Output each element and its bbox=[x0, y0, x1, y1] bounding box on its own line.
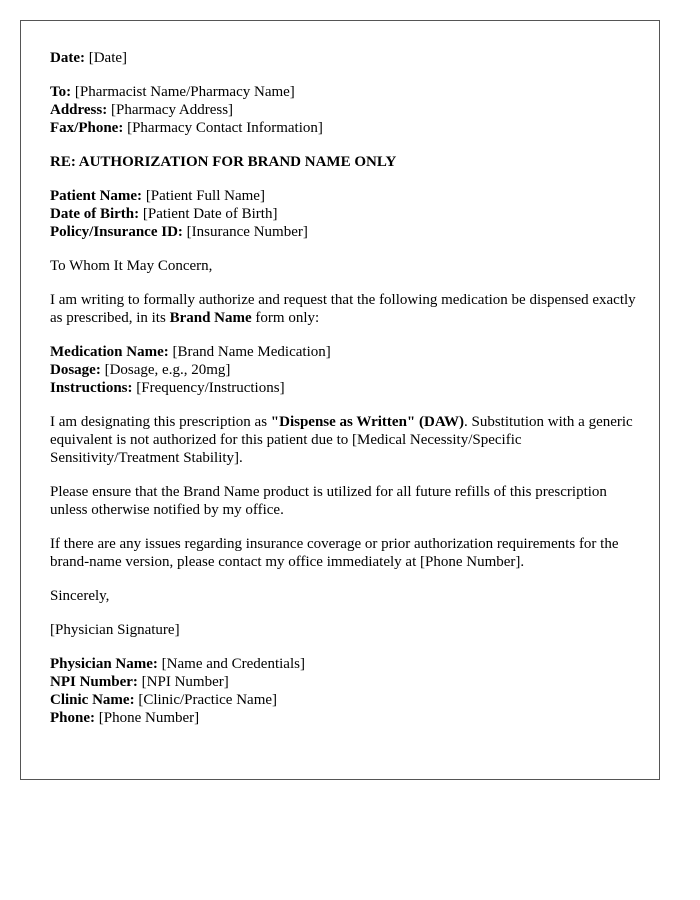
npi-label: NPI Number: bbox=[50, 674, 138, 690]
fax-phone-label: Fax/Phone: bbox=[50, 120, 124, 136]
instructions-line bbox=[50, 379, 640, 397]
refills-paragraph: Please ensure that the Brand Name product is utilized for all future refills of this prescription unless otherwise notified by my office. bbox=[50, 484, 607, 518]
physician-signature: [Physician Signature] bbox=[50, 622, 180, 638]
address-value: [Pharmacy Address] bbox=[110, 102, 234, 118]
patient-name-label: Patient Name: bbox=[50, 188, 143, 204]
dob-label: Date of Birth: bbox=[50, 206, 140, 222]
phone-label: Phone: bbox=[50, 710, 95, 726]
instructions-value: [Frequency/Instructions] bbox=[136, 380, 285, 396]
physician-name-line bbox=[50, 655, 640, 673]
physician-block bbox=[50, 655, 640, 727]
physician-name-label: Physician Name: bbox=[50, 656, 158, 672]
policy-value: [Insurance Number] bbox=[186, 224, 308, 240]
dosage-line bbox=[50, 361, 640, 379]
npi-line bbox=[50, 673, 640, 691]
dosage-value: [Dosage, e.g., 20mg] bbox=[104, 362, 231, 378]
to-value: [Pharmacist Name/Pharmacy Name] bbox=[74, 84, 295, 100]
date-value: [Date] bbox=[88, 50, 128, 66]
patient-name-value: [Patient Full Name] bbox=[145, 188, 265, 204]
recipient-block bbox=[50, 83, 640, 137]
to-line bbox=[50, 83, 640, 101]
closing: Sincerely, bbox=[50, 588, 110, 604]
policy-label: Policy/Insurance ID: bbox=[50, 224, 183, 240]
salutation: To Whom It May Concern, bbox=[50, 258, 213, 274]
patient-name-line bbox=[50, 187, 640, 205]
intro-brand-name: Brand Name bbox=[169, 310, 252, 326]
daw-text-after: . Substitution with a generic equivalent is not authorized for this patient due to [Medical Necessity/Specific Sensitivity/Treatment Stability]. bbox=[50, 414, 633, 466]
letter-body bbox=[50, 49, 640, 743]
address-line bbox=[50, 101, 640, 119]
intro-text-after: form only: bbox=[251, 310, 320, 326]
fax-phone-line bbox=[50, 119, 640, 137]
date-label: Date: bbox=[50, 50, 85, 66]
physician-name-value: [Name and Credentials] bbox=[161, 656, 305, 672]
intro-text-before: I am writing to formally authorize and request that the following medication be dispensed exactly as prescribed, in its bbox=[50, 292, 636, 326]
medication-name-label: Medication Name: bbox=[50, 344, 169, 360]
medication-name-value: [Brand Name Medication] bbox=[172, 344, 331, 360]
insurance-paragraph: If there are any issues regarding insurance coverage or prior authorization requirements for the brand-name version, please contact my office immediately at [Phone Number]. bbox=[50, 536, 619, 570]
daw-designation: "Dispense as Written" (DAW) bbox=[270, 414, 464, 430]
patient-block bbox=[50, 187, 640, 241]
subject-line: RE: AUTHORIZATION FOR BRAND NAME ONLY bbox=[50, 154, 397, 170]
clinic-value: [Clinic/Practice Name] bbox=[138, 692, 278, 708]
daw-paragraph bbox=[50, 413, 640, 467]
dob-value: [Patient Date of Birth] bbox=[142, 206, 278, 222]
letter-page bbox=[20, 20, 660, 780]
medication-block bbox=[50, 343, 640, 397]
npi-value: [NPI Number] bbox=[141, 674, 229, 690]
phone-line bbox=[50, 709, 640, 727]
fax-phone-value: [Pharmacy Contact Information] bbox=[127, 120, 323, 136]
dob-line bbox=[50, 205, 640, 223]
date-line bbox=[50, 49, 640, 67]
dosage-label: Dosage: bbox=[50, 362, 101, 378]
clinic-line bbox=[50, 691, 640, 709]
clinic-label: Clinic Name: bbox=[50, 692, 135, 708]
phone-value: [Phone Number] bbox=[98, 710, 200, 726]
intro-paragraph bbox=[50, 291, 640, 327]
address-label: Address: bbox=[50, 102, 108, 118]
to-label: To: bbox=[50, 84, 72, 100]
medication-name-line bbox=[50, 343, 640, 361]
daw-text-before: I am designating this prescription as bbox=[50, 414, 271, 430]
policy-line bbox=[50, 223, 640, 241]
instructions-label: Instructions: bbox=[50, 380, 133, 396]
